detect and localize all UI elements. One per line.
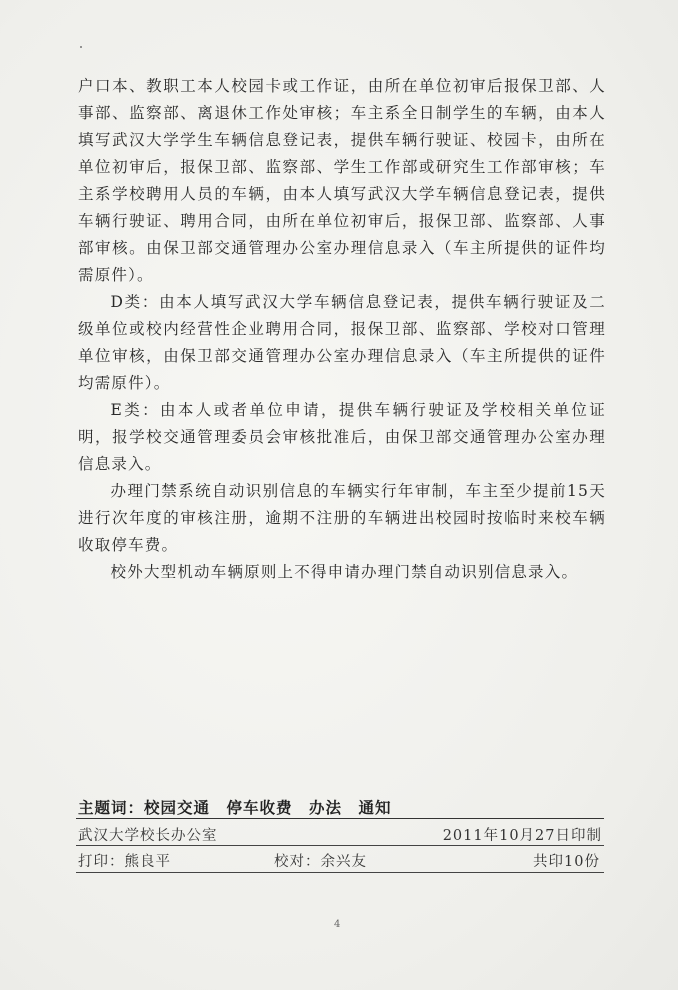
document-body xyxy=(78,73,606,586)
paragraph-external-vehicles: 校外大型机动车辆原则上不得申请办理门禁自动识别信息录入。 xyxy=(110,563,579,581)
subject-keywords: 主题词：校园交通 停车收费 办法 通知 xyxy=(78,798,392,817)
footer-divider-top xyxy=(76,818,604,819)
paragraph-annual-review: 办理门禁系统自动识别信息的车辆实行年审制，车主至少提前15天进行次年度的审核注册，逾期不注册的车辆进出校园时按临时来校车辆收取停车费。 xyxy=(78,482,606,554)
paragraph-continuation: 户口本、教职工本人校园卡或工作证，由所在单位初审后报保卫部、人事部、监察部、离退休工作处审核；车主系全日制学生的车辆，由本人填写武汉大学学生车辆信息登记表，提供车辆行驶证、校园卡，由所在单位初审后，报保卫部、监察部、学生工作部或研究生工作部审核；车主系学校聘用人员的车辆，由本人填写武汉大学车辆信息登记表，提供车辆行驶证、聘用合同，由所在单位初审后，报保卫部、监察部、人事部审核。由保卫部交通管理办公室办理信息录入（车主所提供的证件均需原件）。 xyxy=(78,77,606,284)
footer-divider-middle xyxy=(76,845,604,846)
paragraph-class-d: D类：由本人填写武汉大学车辆信息登记表，提供车辆行驶证及二级单位或校内经营性企业聘用合同，报保卫部、监察部、学校对口管理单位审核，由保卫部交通管理办公室办理信息录入（车主所提供的证件均需原件）。 xyxy=(78,293,606,392)
page-number: 4 xyxy=(334,919,341,930)
paragraph-class-e: E类：由本人或者单位申请，提供车辆行驶证及学校相关单位证明，报学校交通管理委员会审核批准后，由保卫部交通管理办公室办理信息录入。 xyxy=(78,401,606,473)
footer-divider-bottom xyxy=(76,872,604,873)
typist: 打印：熊良平 xyxy=(78,854,171,870)
issuer-office: 武汉大学校长办公室 xyxy=(78,828,218,844)
print-date: 2011年10月27日印制 xyxy=(442,828,602,844)
scan-speck xyxy=(80,46,82,48)
copies-count: 共印10份 xyxy=(533,854,600,870)
proofreader: 校对：余兴友 xyxy=(274,854,367,870)
